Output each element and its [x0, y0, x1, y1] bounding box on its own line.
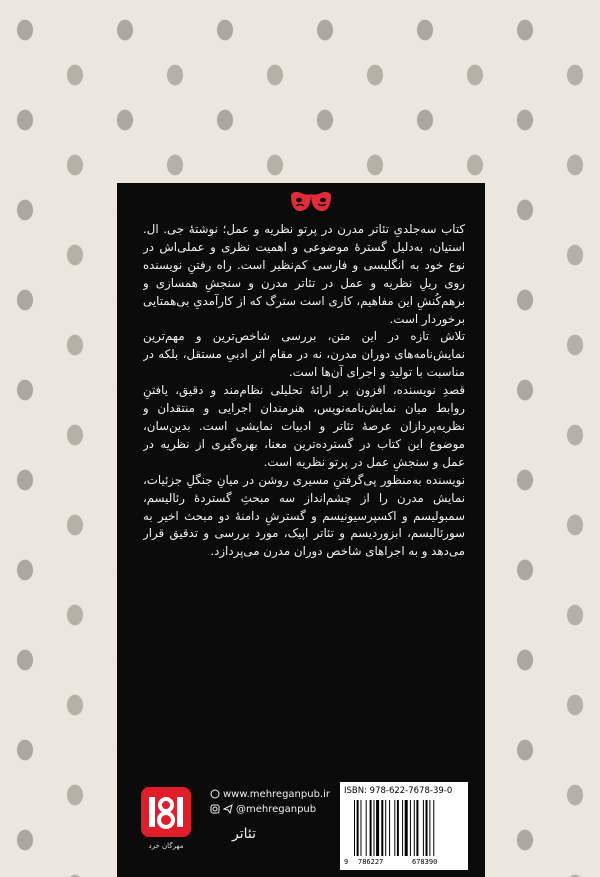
isbn-label: ISBN: 978-622-7678-39-0 [344, 786, 453, 796]
publisher-social[interactable] [210, 804, 316, 815]
publisher-website[interactable] [210, 789, 330, 800]
telegram-icon [223, 804, 233, 814]
description-paragraph-3: قصدِ نویسنده، افزون بر ارائهٔ تحلیلی نظام‌مند و دقیق، یافتنِ روابط میان نمایش‌نامه‌نویس، هنرمندان اجرایی و منتقدان و نظریه‌پردازان عرصهٔ تئاتر و ادبیات نمایشی است. بدین‌سان، موضوع این کتاب در گسترده‌ترین معنا، بهره‌گیری از نظریه در عمل و سنجشِ عمل در پرتو نظریه است. [143, 383, 465, 469]
theatre-masks-icon [289, 190, 333, 214]
book-category: تئاتر [232, 826, 257, 842]
barcode-lead-digit: 9 [344, 858, 349, 866]
barcode-right-digits: 678390 [412, 858, 438, 866]
description-paragraph-2: تلاش تازه در این متن، بررسی شاخص‌ترین و مهم‌ترین نمایش‌نامه‌های دوران مدرن، نه در مقام اثر ادبیِ مستقل، بلکه در مناسبت با تولید و اجرای آن‌ها است. [143, 329, 465, 380]
barcode-left-digits: 786227 [358, 858, 384, 866]
barcode [352, 800, 464, 856]
publisher-name: مهرگان خرد [148, 842, 184, 850]
website-text: www.mehreganpub.ir [223, 789, 330, 800]
description-paragraph-1: کتاب سه‌جلدیِ تئاتر مدرن در پرتو نظریه و عمل؛ نوشتهٔ جی. ال. استیان، به‌دلیل گسترهٔ موضوعی و اهمیت نظری و عملی‌اش در نوع خود به انگلیسی و فارسی کم‌نظیر است. راه رفتنِ نویسنده روی ریلِ نظریه و عمل در تئاتر مدرن و سنجشِ همسازی و برهم‌کُنشِ این مفاهیم، کاری است سترگ که از کارآمدیِ بی‌همتایی برخوردار است. [143, 222, 465, 326]
description-paragraph-4: نویسنده به‌منظور پی‌گرفتنِ مسیری روشن در میانِ جنگلِ جزئیات، نمایش مدرن را از چشم‌انداز سه مبحثِ گستردهٔ رئالیسم، سمبولیسم و اکسپرسیونیسم و گسترشِ دامنهٔ دو مبحث اخیر به سورئالیسم، ابزوردیسم و تئاتر اپیک، مورد بررسی و تدقیق قرار می‌دهد و به اجراهای شاخص دوران مدرن می‌پردازد. [143, 472, 465, 559]
social-handle: @mehreganpub [236, 804, 317, 815]
book-description [143, 221, 465, 761]
globe-icon [210, 789, 220, 799]
publisher-logo [137, 783, 195, 841]
instagram-icon [210, 804, 220, 814]
